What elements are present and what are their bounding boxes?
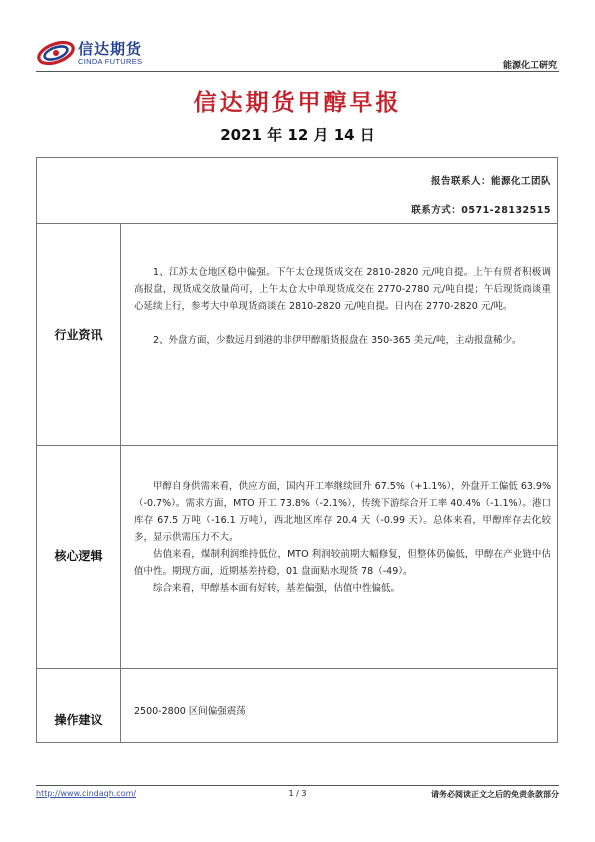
logo-text-en: CINDA FUTURES <box>78 57 143 66</box>
report-table <box>36 157 558 743</box>
report-title: 信达期货甲醇早报 <box>193 89 402 116</box>
section-label-core-logic: 核心逻辑 <box>54 549 103 563</box>
table-divider <box>37 445 557 446</box>
section-label-trading-advice: 操作建议 <box>54 713 103 727</box>
contact-phone: 联系方式：0571-28132515 <box>411 205 551 216</box>
paragraph: 2、外盘方面，少数远月到港的非伊甲醇船货报盘在 350-365 美元/吨，主动报盘稀少。 <box>153 335 522 346</box>
paragraph: 估值来看，煤制利润维持低位，MTO 利润较前期大幅修复，但整体仍偏低，甲醇在产业链中估值中性。期现方面，近期基差持稳，01 盘面贴水现货 78（-49）。 <box>134 549 551 577</box>
table-divider <box>37 668 557 669</box>
table-divider <box>37 223 557 224</box>
logo-text-cn: 信达期货 <box>78 40 143 58</box>
page-number: 1 / 3 <box>288 789 307 798</box>
department-label: 能源化工研究 <box>502 61 557 71</box>
cinda-swirl-icon <box>36 35 76 71</box>
section-label-industry-news: 行业资讯 <box>54 328 103 342</box>
disclaimer-note: 请务必阅读正文之后的免责条款部分 <box>431 790 559 799</box>
section-content-core-logic <box>134 478 551 597</box>
paragraph: 甲醇自身供需来看，供应方面，国内开工率继续回升 67.5%（+1.1%），外盘开工偏低 63.9%（-0.7%）。需求方面，MTO 开工 73.8%（-2.1%），传统下游综合开工率 40.4%（-1.1%）。港口库存 67.5 万吨（-16.1 万吨），西北地区库存 20.4 天（-0.99 天）。总体来看，甲醇库存去化较多，显示供需压力不大。 <box>134 481 551 543</box>
website-link[interactable]: http://www.cindaqh.com/ <box>36 789 137 798</box>
section-content-industry-news <box>134 264 551 349</box>
contact-person: 报告联系人：能源化工团队 <box>430 176 551 187</box>
paragraph: 综合来看，甲醇基本面有好转，基差偏强，估值中性偏低。 <box>153 583 401 594</box>
section-content-trading-advice <box>134 703 551 720</box>
header-divider <box>36 71 559 72</box>
paragraph: 1、江苏太仓地区稳中偏强。下午太仓现货成交在 2810-2820 元/吨自提。上午有贸者积极调高报盘，现货成交放量尚可，上午太仓大中单现货成交在 2770-2780 元/吨自提；午后现货商谈重心延续上行，参考大中单现货商谈在 2810-2820 元/吨自提。日内在 2770-2820 元/吨。 <box>134 267 551 312</box>
report-date: 2021 年 12 月 14 日 <box>220 126 375 144</box>
cinda-futures-logo <box>36 35 161 71</box>
footer-divider <box>36 785 559 786</box>
paragraph: 2500-2800 区间偏强震荡 <box>134 706 246 717</box>
table-column-divider <box>120 223 121 742</box>
